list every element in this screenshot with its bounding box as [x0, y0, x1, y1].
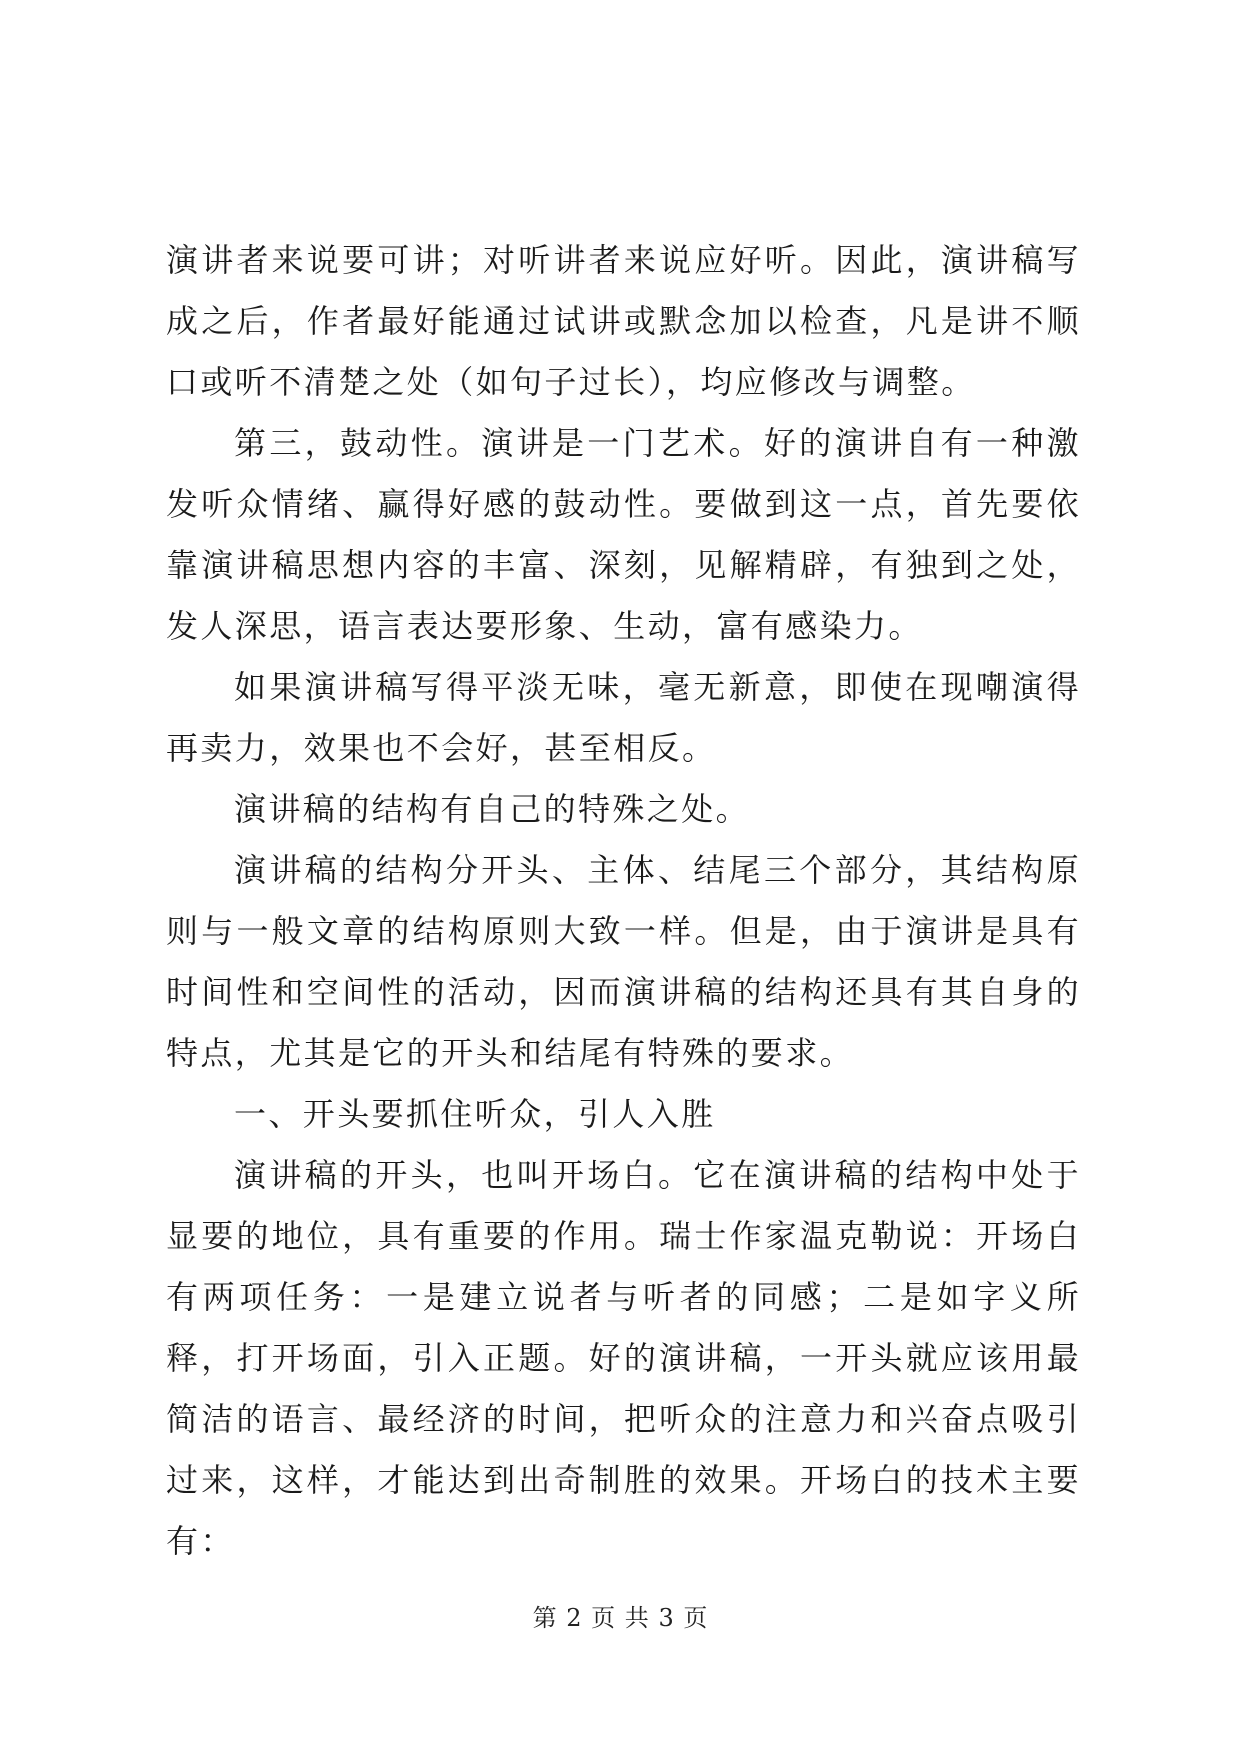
- paragraph-4: 演讲稿的结构有自己的特殊之处。: [234, 790, 751, 828]
- paragraph-5: 演讲稿的结构分开头、主体、结尾三个部分，其结构原则与一般文章的结构原则大致一样。但是，由于演讲是具有时间性和空间性的活动，因而演讲稿的结构还具有其自身的特点，尤其是它的开头和结尾有特殊的要求。: [166, 851, 1081, 1072]
- paragraph-6: 演讲稿的开头，也叫开场白。它在演讲稿的结构中处于显要的地位，具有重要的作用。瑞士作家温克勒说：开场白有两项任务：一是建立说者与听者的同感；二是如字义所释，打开场面，引入正题。好的演讲稿，一开头就应该用最简洁的语言、最经济的时间，把听众的注意力和兴奋点吸引过来，这样，才能达到出奇制胜的效果。开场白的技术主要有：: [166, 1156, 1081, 1560]
- page-number-label: 第 2 页 共 3 页: [532, 1604, 709, 1632]
- paragraph-2: 第三，鼓动性。演讲是一门艺术。好的演讲自有一种激发听众情绪、赢得好感的鼓动性。要做到这一点，首先要依靠演讲稿思想内容的丰富、深刻，见解精辟，有独到之处，发人深思，语言表达要形象、生动，富有感染力。: [166, 424, 1081, 645]
- section-heading: 一、开头要抓住听众，引人入胜: [234, 1095, 716, 1133]
- page-footer: [0, 1603, 1241, 1633]
- document-body: [166, 230, 1081, 1572]
- paragraph-1: 演讲者来说要可讲；对听讲者来说应好听。因此，演讲稿写成之后，作者最好能通过试讲或默念加以检查，凡是讲不顺口或听不清楚之处（如句子过长），均应修改与调整。: [166, 241, 1081, 401]
- paragraph-3: 如果演讲稿写得平淡无味，毫无新意，即使在现嘲演得再卖力，效果也不会好，甚至相反。: [166, 668, 1081, 767]
